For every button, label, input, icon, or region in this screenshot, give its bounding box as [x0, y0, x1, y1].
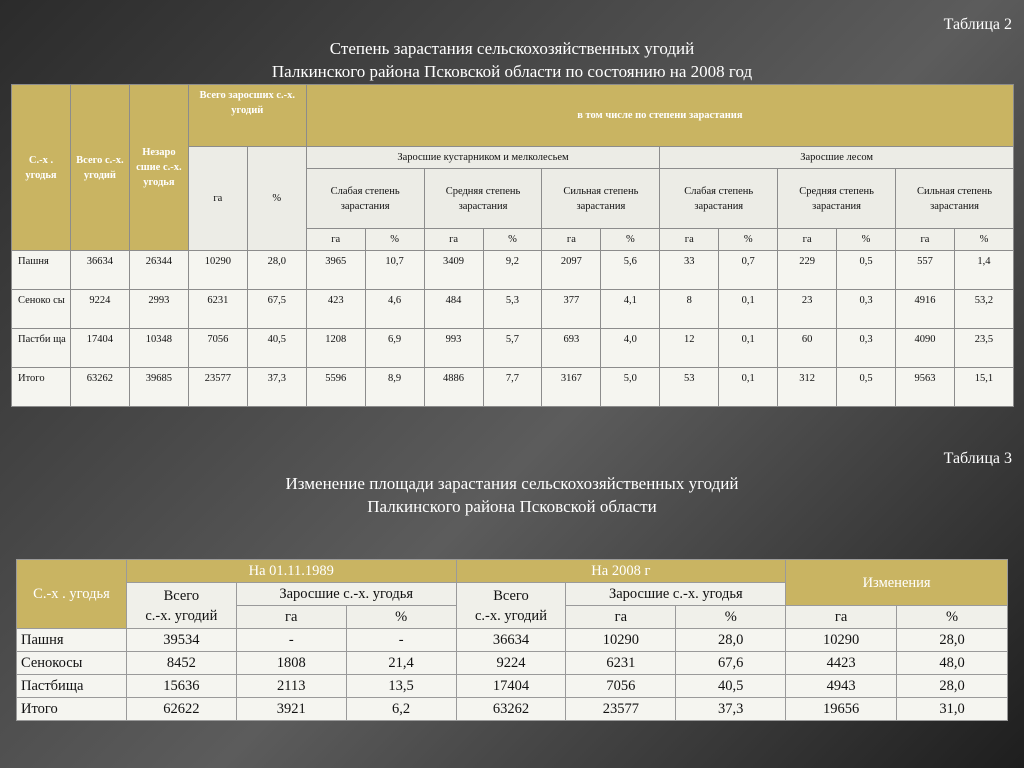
table-cell: 4943 [786, 675, 897, 698]
sub-pct: % [346, 606, 456, 629]
table-cell: 4916 [896, 290, 955, 329]
header-land: С.-х . угодья [12, 85, 71, 251]
row-label: Пастби ща [12, 329, 71, 368]
header-total-1989 [126, 583, 236, 629]
table-cell: 63262 [70, 368, 129, 407]
table-cell: 4,0 [601, 329, 660, 368]
table-cell: 9224 [456, 652, 566, 675]
table-cell: 17404 [456, 675, 566, 698]
table-cell: 5,0 [601, 368, 660, 407]
table-cell: 0,1 [719, 368, 778, 407]
table-cell: 5,7 [483, 329, 542, 368]
table-cell: 8,9 [365, 368, 424, 407]
table-row [17, 629, 1008, 652]
table-cell: 0,7 [719, 251, 778, 290]
table3-title-line2: Палкинского района Псковской области [367, 497, 657, 516]
header-pct: % [247, 147, 306, 251]
table-cell: 5596 [306, 368, 365, 407]
table-cell: 31,0 [897, 698, 1008, 721]
sub-ga: га [306, 229, 365, 251]
overgrowth-degree-table [11, 84, 1014, 407]
sub-ga: га [896, 229, 955, 251]
table-cell: 9,2 [483, 251, 542, 290]
row-label: Итого [17, 698, 127, 721]
table-cell: 40,5 [247, 329, 306, 368]
table-cell: 36634 [70, 251, 129, 290]
table-cell: 40,5 [676, 675, 786, 698]
table-row [12, 290, 1014, 329]
header-overgrown-2008: Заросшие с.-х. угодья [566, 583, 786, 606]
row-label: Пастбища [17, 675, 127, 698]
header-forest-mid: Средняя степень зарастания [778, 169, 896, 229]
sub-pct: % [897, 606, 1008, 629]
table-cell: 312 [778, 368, 837, 407]
table-row [12, 251, 1014, 290]
sub-ga: га [778, 229, 837, 251]
table-cell: 484 [424, 290, 483, 329]
header-change: Изменения [786, 560, 1008, 606]
table-cell: 3965 [306, 251, 365, 290]
table-cell: 4,6 [365, 290, 424, 329]
table-cell: 5,3 [483, 290, 542, 329]
table-cell: 63262 [456, 698, 566, 721]
table-cell: 993 [424, 329, 483, 368]
header-forest-strong: Сильная степень зарастания [896, 169, 1014, 229]
table-cell: 23577 [188, 368, 247, 407]
table-row [12, 368, 1014, 407]
table3-label: Таблица 3 [943, 450, 1012, 467]
row-label: Пашня [12, 251, 71, 290]
header-forest-weak: Слабая степень зарастания [660, 169, 778, 229]
table-cell: 36634 [456, 629, 566, 652]
table-cell: 28,0 [247, 251, 306, 290]
sub-ga: га [424, 229, 483, 251]
table-cell: 23 [778, 290, 837, 329]
header-ga: га [188, 147, 247, 251]
table-cell: 39685 [129, 368, 188, 407]
table-cell: 53,2 [954, 290, 1013, 329]
table-cell: 0,1 [719, 329, 778, 368]
table-cell: 7056 [566, 675, 676, 698]
table2-title-line1: Степень зарастания сельскохозяйственных угодий [329, 39, 695, 58]
table-cell: 15636 [126, 675, 236, 698]
table-cell: 1,4 [954, 251, 1013, 290]
header-shrub-weak: Слабая степень зарастания [306, 169, 424, 229]
table-cell: - [346, 629, 456, 652]
table-cell: 557 [896, 251, 955, 290]
sub-pct: % [601, 229, 660, 251]
table-cell: 5,6 [601, 251, 660, 290]
table-cell: 8452 [126, 652, 236, 675]
table-cell: 10,7 [365, 251, 424, 290]
row-label: Сеноко сы [12, 290, 71, 329]
table-cell: 0,5 [837, 368, 896, 407]
header-total-line2: с.-х. угодий [475, 607, 547, 624]
table-cell: 1208 [306, 329, 365, 368]
table3-title-line1: Изменение площади зарастания сельскохозяйственных угодий [285, 474, 739, 493]
table-cell: 6,2 [346, 698, 456, 721]
sub-pct: % [676, 606, 786, 629]
header-land: С.-х . угодья [17, 560, 127, 629]
table-row [17, 652, 1008, 675]
sub-pct: % [719, 229, 778, 251]
sub-ga: га [542, 229, 601, 251]
table-cell: 3921 [236, 698, 346, 721]
row-label: Итого [12, 368, 71, 407]
table-cell: 10348 [129, 329, 188, 368]
header-including: в том числе по степени зарастания [306, 85, 1013, 147]
table-cell: 423 [306, 290, 365, 329]
table-row [17, 675, 1008, 698]
table2-body [12, 251, 1014, 407]
table-cell: 4,1 [601, 290, 660, 329]
table-cell: 10290 [566, 629, 676, 652]
table-row [17, 698, 1008, 721]
table-cell: 3167 [542, 368, 601, 407]
table-cell: 0,5 [837, 251, 896, 290]
header-total-line1: Всего [163, 587, 200, 604]
table2-title [0, 37, 1024, 83]
row-label: Пашня [17, 629, 127, 652]
table-cell: 0,3 [837, 290, 896, 329]
table-cell: 17404 [70, 329, 129, 368]
table-cell: 67,6 [676, 652, 786, 675]
header-2008: На 2008 г [456, 560, 786, 583]
table-cell: 8 [660, 290, 719, 329]
table-cell: 2113 [236, 675, 346, 698]
table-cell: 37,3 [676, 698, 786, 721]
table-cell: 15,1 [954, 368, 1013, 407]
table-cell: 7056 [188, 329, 247, 368]
table-cell: 60 [778, 329, 837, 368]
sub-ga: га [786, 606, 897, 629]
table-row [12, 329, 1014, 368]
table-cell: 28,0 [897, 675, 1008, 698]
table-cell: 67,5 [247, 290, 306, 329]
table-cell: 48,0 [897, 652, 1008, 675]
table-cell: 693 [542, 329, 601, 368]
table-cell: 6231 [566, 652, 676, 675]
table-cell: 28,0 [676, 629, 786, 652]
table-cell: 19656 [786, 698, 897, 721]
table-cell: 6,9 [365, 329, 424, 368]
table-cell: 9563 [896, 368, 955, 407]
table-cell: 33 [660, 251, 719, 290]
table-cell: 3409 [424, 251, 483, 290]
table-cell: 39534 [126, 629, 236, 652]
sub-pct: % [365, 229, 424, 251]
table-cell: 377 [542, 290, 601, 329]
table-cell: 7,7 [483, 368, 542, 407]
table-cell: 62622 [126, 698, 236, 721]
sub-pct: % [837, 229, 896, 251]
table3-body [17, 629, 1008, 721]
table-cell: 26344 [129, 251, 188, 290]
sub-ga: га [660, 229, 719, 251]
sub-ga: га [236, 606, 346, 629]
table-cell: 21,4 [346, 652, 456, 675]
table-cell: 4090 [896, 329, 955, 368]
table-cell: 10290 [188, 251, 247, 290]
table-cell: 13,5 [346, 675, 456, 698]
table-cell: 9224 [70, 290, 129, 329]
table-cell: 37,3 [247, 368, 306, 407]
header-overgrown-total: Всего заросших с.-х. угодий [188, 85, 306, 147]
table2-label: Таблица 2 [943, 16, 1012, 33]
table-cell: 4886 [424, 368, 483, 407]
table-cell: 4423 [786, 652, 897, 675]
header-not-overgrown: Незаро сшие с.-х. угодья [129, 85, 188, 251]
overgrowth-change-table [16, 559, 1008, 721]
row-label: Сенокосы [17, 652, 127, 675]
sub-pct: % [483, 229, 542, 251]
table-cell: 0,1 [719, 290, 778, 329]
table-cell: 12 [660, 329, 719, 368]
sub-pct: % [954, 229, 1013, 251]
table-cell: 1808 [236, 652, 346, 675]
header-shrub: Заросшие кустарником и мелколесьем [306, 147, 660, 169]
table-cell: - [236, 629, 346, 652]
table-cell: 53 [660, 368, 719, 407]
header-shrub-mid: Средняя степень зарастания [424, 169, 542, 229]
sub-ga: га [566, 606, 676, 629]
header-total-2008 [456, 583, 566, 629]
table2-title-line2: Палкинского района Псковской области по состоянию на 2008 год [271, 62, 753, 81]
header-overgrown-1989: Заросшие с.-х. угодья [236, 583, 456, 606]
table-cell: 28,0 [897, 629, 1008, 652]
header-total-line2: с.-х. угодий [145, 607, 218, 624]
table-cell: 2993 [129, 290, 188, 329]
table-cell: 0,3 [837, 329, 896, 368]
table-cell: 2097 [542, 251, 601, 290]
table-cell: 23577 [566, 698, 676, 721]
table3-title [0, 472, 1024, 518]
table-cell: 10290 [786, 629, 897, 652]
header-forest: Заросшие лесом [660, 147, 1014, 169]
header-total-line1: Всего [493, 587, 529, 604]
header-shrub-strong: Сильная степень зарастания [542, 169, 660, 229]
table-cell: 6231 [188, 290, 247, 329]
header-total: Всего с.-х. угодий [70, 85, 129, 251]
table-cell: 23,5 [954, 329, 1013, 368]
table-cell: 229 [778, 251, 837, 290]
header-1989: На 01.11.1989 [126, 560, 456, 583]
